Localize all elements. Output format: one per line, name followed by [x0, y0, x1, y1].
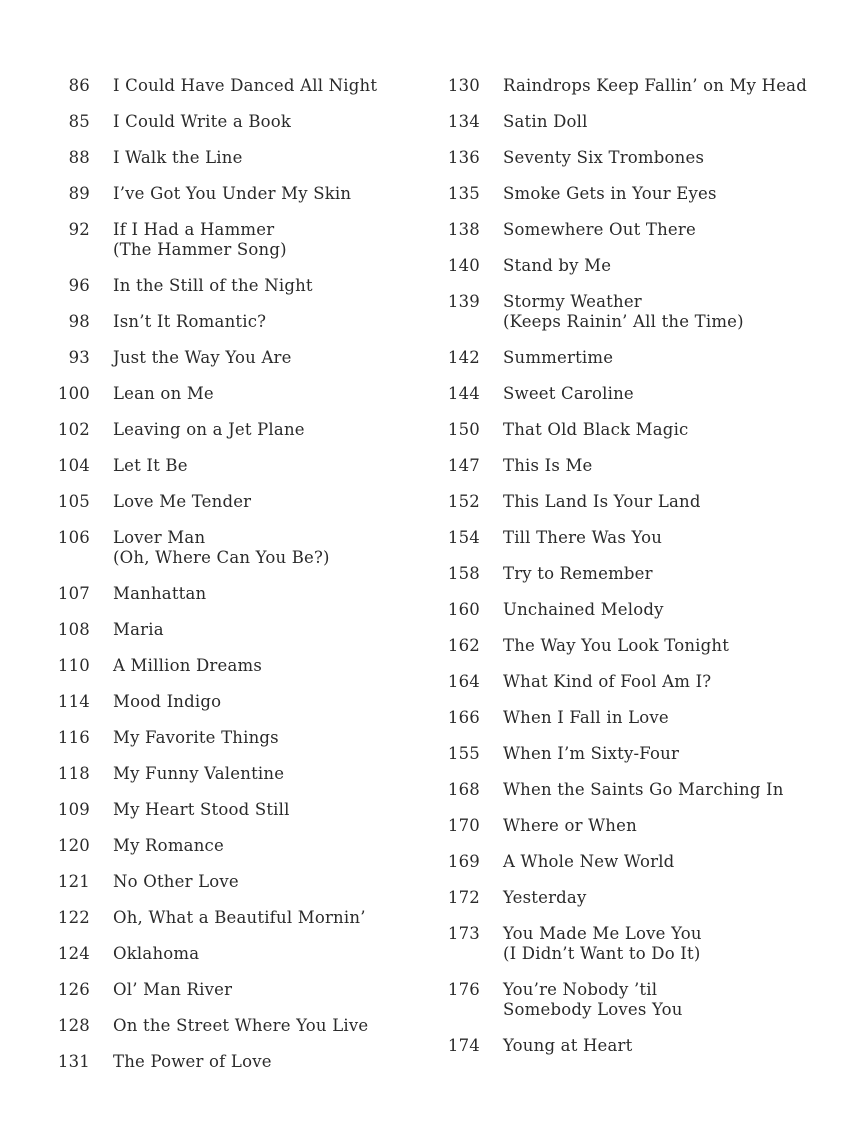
song-title-line: This Land Is Your Land	[503, 492, 701, 511]
page-number: 118	[57, 764, 90, 783]
contents-entry	[50, 584, 450, 604]
contents-entry	[50, 528, 450, 568]
song-title	[503, 888, 587, 908]
contents-entry	[50, 1016, 450, 1036]
contents-entry	[440, 708, 840, 728]
song-title-line: Lean on Me	[113, 384, 214, 403]
song-title	[113, 692, 221, 712]
song-title	[503, 384, 634, 404]
contents-entry	[440, 888, 840, 908]
contents-entry	[440, 600, 840, 620]
song-title	[503, 348, 613, 368]
contents-entry	[50, 184, 450, 204]
song-title-line: When I’m Sixty-Four	[503, 744, 680, 763]
song-title	[113, 908, 366, 928]
contents-entry	[50, 276, 450, 296]
contents-entry	[440, 184, 840, 204]
song-title	[503, 852, 674, 872]
song-title-line: (The Hammer Song)	[113, 240, 287, 259]
contents-entry	[440, 780, 840, 800]
song-title	[113, 276, 313, 296]
song-title-line: The Way You Look Tonight	[503, 636, 730, 655]
contents-entry	[440, 528, 840, 548]
song-title-line: That Old Black Magic	[503, 420, 689, 439]
contents-entry	[50, 76, 450, 96]
song-title-line: Mood Indigo	[113, 692, 222, 711]
song-title-line: Unchained Melody	[503, 600, 664, 619]
left-column	[50, 76, 450, 1088]
song-title-line: My Favorite Things	[113, 728, 279, 747]
contents-entry	[440, 672, 840, 692]
page-number: 135	[447, 184, 480, 203]
page-number: 128	[57, 1016, 90, 1035]
right-column	[440, 76, 840, 1072]
song-title	[503, 256, 611, 276]
contents-entry	[50, 492, 450, 512]
song-title-line: Try to Remember	[503, 564, 653, 583]
contents-entry	[50, 728, 450, 748]
page-number: 93	[68, 348, 90, 367]
song-title	[113, 492, 251, 512]
song-title-line: In the Still of the Night	[113, 276, 313, 295]
song-title	[113, 800, 290, 820]
song-title-line: I’ve Got You Under My Skin	[113, 184, 352, 203]
song-title-line: (I Didn’t Want to Do It)	[503, 944, 701, 963]
song-title-line: A Whole New World	[503, 852, 675, 871]
song-title-line: When I Fall in Love	[503, 708, 669, 727]
page-number: 122	[57, 908, 90, 927]
contents-entry	[50, 220, 450, 260]
song-title	[503, 112, 588, 132]
song-title	[113, 312, 266, 332]
page-number: 166	[447, 708, 480, 727]
contents-entry	[440, 744, 840, 764]
song-title-line: Somebody Loves You	[503, 1000, 683, 1019]
page-number: 160	[447, 600, 480, 619]
contents-entry	[50, 312, 450, 332]
page-number: 169	[447, 852, 480, 871]
song-title-line: Summertime	[503, 348, 614, 367]
contents-entry	[50, 1052, 450, 1072]
song-title	[113, 872, 239, 892]
song-title-line: (Keeps Rainin’ All the Time)	[503, 312, 744, 331]
song-title	[113, 980, 232, 1000]
song-title	[113, 456, 188, 476]
contents-entry	[50, 456, 450, 476]
song-title-line: Let It Be	[113, 456, 188, 475]
contents-entry	[440, 292, 840, 332]
song-title-line: You’re Nobody ’til	[503, 980, 658, 999]
song-title-line: Ol’ Man River	[113, 980, 233, 999]
contents-entry	[440, 564, 840, 584]
page-number: 120	[57, 836, 90, 855]
contents-entry	[50, 348, 450, 368]
page-number: 106	[57, 528, 90, 547]
contents-entry	[440, 112, 840, 132]
page-number: 150	[447, 420, 480, 439]
contents-entry	[440, 148, 840, 168]
contents-entry	[50, 656, 450, 676]
song-title	[503, 456, 593, 476]
song-title	[503, 420, 689, 440]
contents-entry	[440, 980, 840, 1020]
page-number: 96	[68, 276, 90, 295]
contents-entry	[50, 836, 450, 856]
contents-entry	[440, 852, 840, 872]
page-number: 155	[447, 744, 480, 763]
contents-entry	[50, 980, 450, 1000]
song-title-line: This Is Me	[503, 456, 593, 475]
contents-entry	[440, 220, 840, 240]
song-title-line: Young at Heart	[503, 1036, 633, 1055]
song-title-line: Satin Doll	[503, 112, 588, 131]
page-number: 104	[57, 456, 90, 475]
song-title-line: You Made Me Love You	[503, 924, 702, 943]
page-number: 152	[447, 492, 480, 511]
song-title-line: Till There Was You	[503, 528, 663, 547]
song-title-line: Sweet Caroline	[503, 384, 634, 403]
contents-entry	[440, 636, 840, 656]
page-number: 85	[68, 112, 90, 131]
song-title	[503, 184, 717, 204]
song-title	[503, 924, 702, 964]
song-title	[113, 1052, 272, 1072]
contents-entry	[50, 800, 450, 820]
song-title-line: No Other Love	[113, 872, 239, 891]
page-number: 139	[447, 292, 480, 311]
page-number: 108	[57, 620, 90, 639]
song-title-line: My Funny Valentine	[113, 764, 285, 783]
song-title	[113, 528, 330, 568]
song-title-line: Love Me Tender	[113, 492, 252, 511]
song-title	[113, 656, 262, 676]
song-title	[113, 76, 377, 96]
page-number: 136	[447, 148, 480, 167]
page-number: 105	[57, 492, 90, 511]
song-title	[503, 708, 669, 728]
song-title	[503, 148, 704, 168]
song-title-line: The Power of Love	[113, 1052, 272, 1071]
page-number: 142	[447, 348, 480, 367]
page-number: 121	[57, 872, 90, 891]
song-title	[503, 780, 784, 800]
contents-entry	[50, 148, 450, 168]
song-title-line: If I Had a Hammer	[113, 220, 275, 239]
contents-entry	[50, 620, 450, 640]
contents-entry	[440, 256, 840, 276]
song-title	[503, 564, 653, 584]
page-number: 170	[447, 816, 480, 835]
song-title-line: My Romance	[113, 836, 224, 855]
page-number: 89	[68, 184, 90, 203]
page-number: 102	[57, 420, 90, 439]
page-number: 138	[447, 220, 480, 239]
contents-entry	[50, 764, 450, 784]
song-title	[503, 492, 701, 512]
song-title	[113, 584, 206, 604]
page-number: 86	[68, 76, 90, 95]
contents-entry	[50, 944, 450, 964]
song-title	[503, 636, 729, 656]
song-title-line: Oh, What a Beautiful Mornin’	[113, 908, 366, 927]
song-title	[113, 764, 284, 784]
song-title-line: I Could Have Danced All Night	[113, 76, 378, 95]
page-number: 134	[447, 112, 480, 131]
page-number: 107	[57, 584, 90, 603]
contents-entry	[440, 384, 840, 404]
page-number: 158	[447, 564, 480, 583]
song-title	[113, 620, 164, 640]
page-number: 98	[68, 312, 90, 331]
song-title-line: Lover Man	[113, 528, 206, 547]
contents-entry	[50, 872, 450, 892]
page-number: 144	[447, 384, 480, 403]
song-title-line: Somewhere Out There	[503, 220, 696, 239]
contents-entry	[50, 908, 450, 928]
contents-entry	[50, 112, 450, 132]
song-title-line: Smoke Gets in Your Eyes	[503, 184, 717, 203]
song-title	[113, 112, 291, 132]
page-number: 116	[57, 728, 90, 747]
song-title	[113, 220, 287, 260]
song-title	[503, 76, 807, 96]
contents-entry	[440, 456, 840, 476]
song-title-line: Raindrops Keep Fallin’ on My Head	[503, 76, 807, 95]
song-title-line: Yesterday	[503, 888, 587, 907]
page-number: 131	[57, 1052, 90, 1071]
contents-entry	[50, 420, 450, 440]
song-title-line: Where or When	[503, 816, 637, 835]
song-title-line: Manhattan	[113, 584, 207, 603]
song-title-line: Seventy Six Trombones	[503, 148, 705, 167]
page-number: 147	[447, 456, 480, 475]
page-number: 162	[447, 636, 480, 655]
song-title-line: Stand by Me	[503, 256, 612, 275]
page-number: 124	[57, 944, 90, 963]
page-number: 154	[447, 528, 480, 547]
song-title-line: On the Street Where You Live	[113, 1016, 369, 1035]
song-title-line: Maria	[113, 620, 164, 639]
song-title	[113, 348, 292, 368]
song-title	[503, 980, 683, 1020]
page-number: 100	[57, 384, 90, 403]
song-title-line: A Million Dreams	[113, 656, 263, 675]
song-title	[503, 528, 662, 548]
page-number: 168	[447, 780, 480, 799]
contents-entry	[440, 924, 840, 964]
contents-entry	[50, 692, 450, 712]
song-title	[503, 600, 664, 620]
page-number: 140	[447, 256, 480, 275]
song-title	[503, 220, 696, 240]
page-number: 126	[57, 980, 90, 999]
contents-entry	[440, 76, 840, 96]
song-title	[503, 1036, 632, 1056]
contents-entry	[440, 420, 840, 440]
page-number: 174	[447, 1036, 480, 1055]
song-title	[503, 292, 744, 332]
song-title	[113, 1016, 368, 1036]
song-title-line: (Oh, Where Can You Be?)	[113, 548, 330, 567]
song-title	[113, 420, 305, 440]
song-title	[113, 836, 224, 856]
song-title-line: Leaving on a Jet Plane	[113, 420, 305, 439]
page-number: 88	[68, 148, 90, 167]
contents-entry	[440, 348, 840, 368]
contents-entry	[440, 492, 840, 512]
page-number: 114	[57, 692, 90, 711]
song-title-line: I Walk the Line	[113, 148, 243, 167]
song-title	[113, 384, 214, 404]
song-title	[503, 744, 679, 764]
page-number: 164	[447, 672, 480, 691]
song-title-line: Isn’t It Romantic?	[113, 312, 267, 331]
page-number: 110	[57, 656, 90, 675]
song-title	[503, 816, 637, 836]
song-title-line: Stormy Weather	[503, 292, 642, 311]
page-number: 173	[447, 924, 480, 943]
song-title-line: Oklahoma	[113, 944, 200, 963]
song-title-line: Just the Way You Are	[113, 348, 292, 367]
page-number: 176	[447, 980, 480, 999]
page-number: 172	[447, 888, 480, 907]
song-title-line: What Kind of Fool Am I?	[503, 672, 712, 691]
song-title	[113, 728, 279, 748]
contents-entry	[50, 384, 450, 404]
contents-entry	[440, 1036, 840, 1056]
contents-entry	[440, 816, 840, 836]
song-title	[113, 944, 199, 964]
page-number: 130	[447, 76, 480, 95]
song-title	[113, 148, 243, 168]
song-title-line: I Could Write a Book	[113, 112, 292, 131]
song-title	[113, 184, 351, 204]
song-title-line: My Heart Stood Still	[113, 800, 290, 819]
song-title	[503, 672, 711, 692]
song-title-line: When the Saints Go Marching In	[503, 780, 784, 799]
page-number: 109	[57, 800, 90, 819]
page-number: 92	[68, 220, 90, 239]
